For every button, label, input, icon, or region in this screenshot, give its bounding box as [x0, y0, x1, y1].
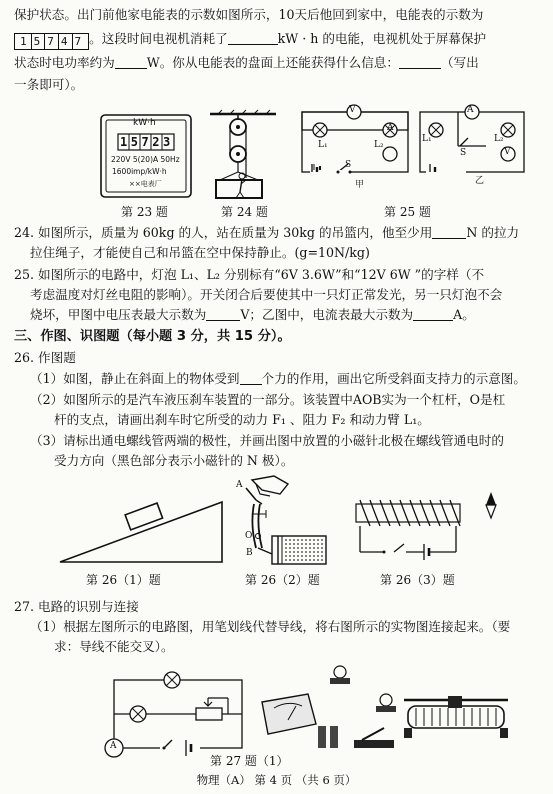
fig26-2-b: B: [246, 548, 253, 558]
fig27-ammeter-label: A: [110, 741, 117, 751]
caption-25: 第 25 题: [384, 205, 431, 219]
q27-1-line1: （1）根据左图所示的电路图，用笔划线代替导线，将右图所示的实物图连接起来。（要: [30, 619, 511, 634]
meter-unit: kW·h: [133, 118, 156, 128]
fig25-l1a: L₁: [318, 140, 328, 150]
fig25-a2: A: [467, 105, 474, 115]
caption-26-2: 第 26（2）题: [245, 573, 320, 587]
fig25-v1: V: [349, 105, 356, 115]
fig25-s1: S: [345, 160, 352, 170]
q26-3-line1: （3）请标出通电螺线管两端的极性，并画出图中放置的小磁针北极在螺线管通电时的: [30, 433, 504, 448]
fig26-1-incline: [56, 494, 226, 566]
fig27-apparatus: [258, 662, 520, 754]
answer-blank[interactable]: [115, 55, 147, 69]
answer-blank[interactable]: [399, 55, 441, 69]
q23-text-line3: 状态时电功率约为 W。你从电能表的盘面上还能获得什么信息： （写出: [14, 55, 479, 70]
q26-1-text: （1）如图，静止在斜面上的物体受到 个力的作用，画出它所受斜面支持力的示意图。: [30, 371, 526, 386]
q23-text-line4: 一条即可）。: [14, 77, 84, 92]
q27-1-line2: 求：导线不能交叉）。: [54, 639, 174, 654]
q25-line2: 考虑温度对灯丝电阻的影响）。开关闭合后要使其中一只灯正常发光，另一只灯泡不会: [30, 287, 503, 302]
q27-heading: 27. 电路的识别与连接: [14, 599, 139, 614]
fig24-pulley: [208, 110, 278, 202]
fig25-l2b: L₂: [494, 134, 504, 144]
compass-needle-icon: [485, 492, 497, 518]
meter-spec: 220V 5(20)A 50Hz: [111, 155, 180, 164]
fig27-circuit-diagram: [104, 668, 248, 754]
q26-2-line1: （2）如图所示的是汽车液压刹车装置的一部分。该装置中AOB实为一个杠杆，O是杠: [30, 392, 506, 407]
q24-line2: 拉住绳子，才能使自己和吊篮在空中保持静止。(g=10N/kg): [30, 245, 370, 260]
fig25-s2: S: [460, 148, 467, 158]
caption-24: 第 24 题: [221, 205, 268, 219]
fig25-l1b: L₁: [422, 134, 432, 144]
fig25-jia: 甲: [355, 180, 365, 190]
caption-27: 第 27 题（1）: [210, 754, 289, 768]
meter-reading-box: 1 5 7 4 7: [14, 33, 89, 50]
caption-26-1: 第 26（1）题: [86, 573, 161, 587]
fig25-yi: 乙: [475, 176, 485, 186]
q25-line3: 烧坏，甲图中电压表最大示数为 V；乙图中，电流表最大示数为 A。: [30, 307, 475, 322]
meter-maker: ××电表厂: [129, 180, 162, 188]
answer-blank[interactable]: [413, 307, 453, 321]
meter-imp: 1600imp/kW·h: [112, 167, 167, 176]
section-3-heading: 三、作图、识图题（每小题 3 分，共 15 分）。: [14, 329, 291, 344]
q24-line1: 24. 如图所示，质量为 60kg 的人，站在质量为 30kg 的吊篮内，他至少用 N 的拉力: [14, 225, 520, 240]
caption-23: 第 23 题: [121, 205, 168, 219]
answer-blank[interactable]: [206, 307, 240, 321]
q26-3-line2: 受力方向（黑色部分表示小磁针的 N 极）。: [54, 453, 294, 468]
answer-blank[interactable]: [228, 31, 278, 45]
fig26-3-solenoid: [350, 490, 470, 562]
fig25-a1: A: [387, 123, 394, 133]
q23-text-line1: 保护状态。出门前他家电能表的示数如图所示，10天后他回到家中，电能表的示数为: [14, 7, 484, 22]
fig25-v2: V: [504, 147, 511, 157]
page-footer: 物理（A） 第 4 页 （共 6 页）: [196, 773, 357, 787]
caption-26-3: 第 26（3）题: [380, 573, 455, 587]
fig26-2-a: A: [236, 480, 243, 490]
q26-heading: 26. 作图题: [14, 350, 76, 365]
answer-blank[interactable]: [432, 225, 466, 239]
fig25-l2a: L₂: [374, 140, 384, 150]
q26-2-line2: 杆的支点，请画出刹车时它所受的动力 F₁ 、阻力 F₂ 和动力臂 L₁。: [54, 412, 430, 427]
q25-line1: 25. 如图所示的电路中，灯泡 L₁、L₂ 分别标有“6V 3.6W”和“12V 6W ”的字样（不: [14, 267, 485, 282]
answer-blank[interactable]: [240, 371, 262, 385]
q23-text-line2: 1 5 7 4 7 。这段时间电视机消耗了 kW · h 的电能，电视机处于屏幕保护: [14, 30, 545, 50]
meter-digits: 15723: [120, 135, 174, 149]
fig26-2-o: O: [245, 531, 253, 541]
